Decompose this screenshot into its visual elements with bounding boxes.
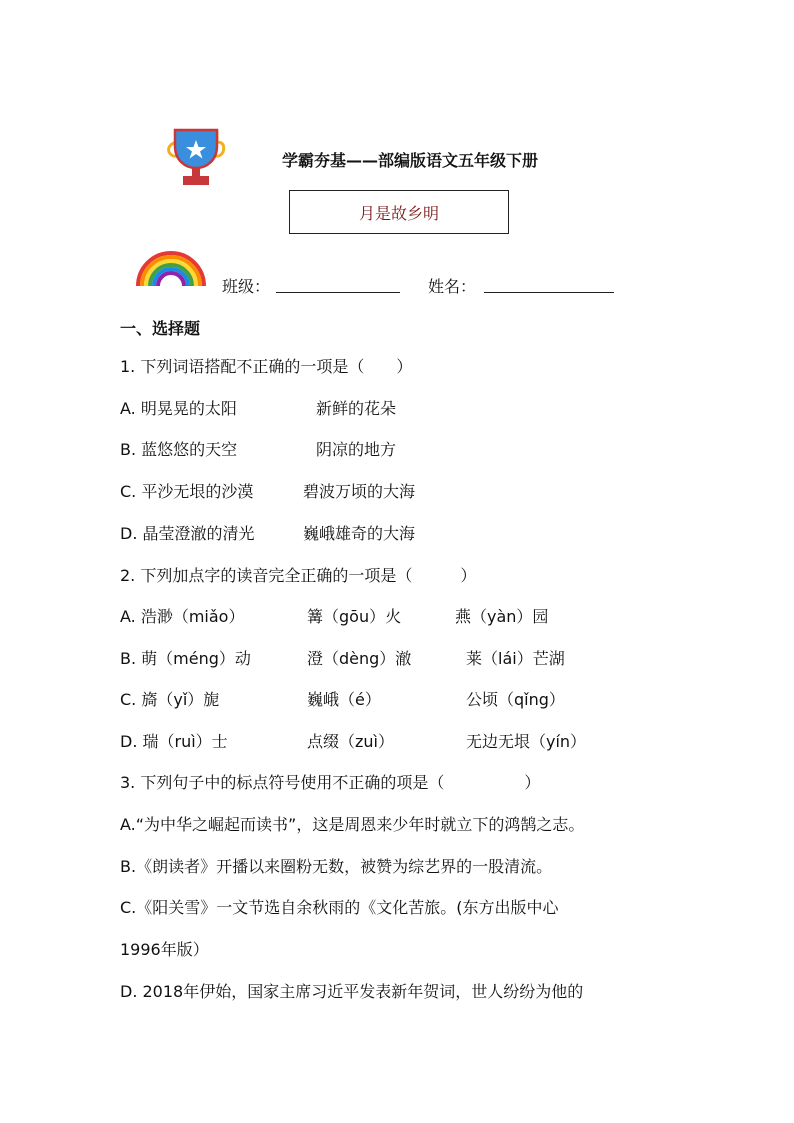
question-option-continued: 1996年版）	[120, 940, 209, 959]
class-field[interactable]	[276, 274, 400, 293]
option-part: C. 平沙无垠的沙漠	[120, 482, 254, 501]
option-part: 新鲜的花朵	[316, 399, 397, 418]
option-part: 澄（dèng）澈	[307, 649, 412, 668]
question-option: B.《朗读者》开播以来圈粉无数，被赞为综艺界的一股清流。	[120, 857, 553, 876]
option-part: A. 明晃晃的太阳	[120, 399, 237, 418]
lesson-title-box	[289, 190, 509, 234]
trophy-icon	[165, 126, 227, 188]
class-label: 班级：	[222, 277, 271, 296]
option-part: 公顷（qǐng）	[466, 690, 565, 709]
option-part: 巍峨雄奇的大海	[303, 524, 416, 543]
option-part: 莱（lái）芒湖	[466, 649, 565, 668]
question-stem: 3. 下列句子中的标点符号使用不正确的项是（ ）	[120, 773, 541, 792]
option-part: 点缀（zuì）	[307, 732, 394, 751]
question-option: D. 2018年伊始，国家主席习近平发表新年贺词，世人纷纷为他的	[120, 982, 584, 1001]
option-part: B. 蓝悠悠的天空	[120, 440, 238, 459]
option-part: A. 浩渺（miǎo）	[120, 607, 245, 626]
option-part: 巍峨（é）	[307, 690, 381, 709]
option-part: D. 晶莹澄澈的清光	[120, 524, 255, 543]
question-option: A.“为中华之崛起而读书”，这是周恩来少年时就立下的鸿鹄之志。	[120, 815, 585, 834]
page-title: 学霸夯基——部编版语文五年级下册	[282, 151, 539, 170]
name-field[interactable]	[484, 274, 614, 293]
option-part: 无边无垠（yín）	[466, 732, 587, 751]
option-part: D. 瑞（ruì）士	[120, 732, 228, 751]
rainbow-icon	[134, 246, 208, 288]
option-part: C. 旖（yǐ）旎	[120, 690, 220, 709]
section-heading: 一、选择题	[120, 319, 201, 338]
option-part: 碧波万顷的大海	[303, 482, 416, 501]
lesson-title: 月是故乡明	[358, 203, 439, 223]
option-part: 篝（gōu）火	[307, 607, 402, 626]
question-stem: 1. 下列词语搭配不正确的一项是（ ）	[120, 357, 413, 376]
option-part: 燕（yàn）园	[455, 607, 549, 626]
option-part: B. 萌（méng）动	[120, 649, 251, 668]
name-label: 姓名：	[428, 277, 477, 296]
question-option: C.《阳关雪》一文节选自余秋雨的《文化苦旅。(东方出版中心	[120, 898, 559, 917]
option-part: 阴凉的地方	[316, 440, 397, 459]
question-stem: 2. 下列加点字的读音完全正确的一项是（ ）	[120, 566, 477, 585]
